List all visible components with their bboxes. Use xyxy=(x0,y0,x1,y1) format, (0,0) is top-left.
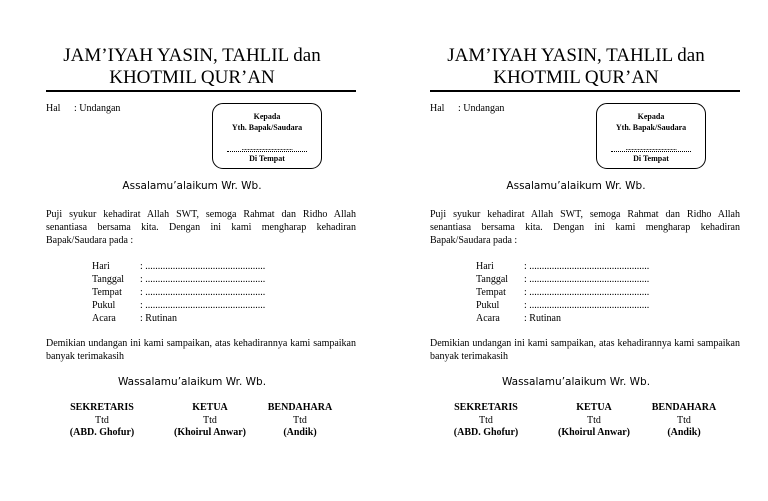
address-box xyxy=(212,103,322,169)
signature-secretary xyxy=(52,402,152,440)
greeting: Assalamu’alaikum Wr. Wb. xyxy=(122,180,262,192)
detail-value: : Rutinan xyxy=(524,313,561,324)
card-title-line1: JAM’IYAH YASIN, TAHLIL dan xyxy=(447,45,705,66)
card-title-line2: KHOTMIL QUR’AN xyxy=(109,67,275,88)
signature-chairman xyxy=(160,402,260,440)
signature-treasurer xyxy=(250,402,350,440)
detail-row xyxy=(476,299,649,312)
address-line3: .................................. xyxy=(227,143,307,152)
address-line2: Yth. Bapak/Saudara xyxy=(231,123,303,132)
detail-value: : ................................................ xyxy=(140,274,266,285)
address-line1: Kepada xyxy=(637,112,665,121)
detail-row xyxy=(92,286,265,299)
detail-label: Tempat xyxy=(92,287,122,298)
signature-role: SEKRETARIS xyxy=(70,402,134,413)
address-line3: .................................. xyxy=(611,143,691,152)
detail-row xyxy=(92,273,265,286)
signature-name: (Andik) xyxy=(667,427,701,438)
signature-mark: Ttd xyxy=(479,414,493,426)
signature-role: BENDAHARA xyxy=(267,402,333,413)
subject-label: Hal xyxy=(430,103,445,114)
subject-line xyxy=(430,103,504,114)
subject-value: : Undangan xyxy=(458,103,505,114)
signature-mark: Ttd xyxy=(677,414,691,426)
detail-value: : ................................................ xyxy=(524,274,650,285)
detail-label: Acara xyxy=(476,313,500,324)
card-title-line1: JAM’IYAH YASIN, TAHLIL dan xyxy=(63,45,321,66)
title-divider xyxy=(430,90,740,92)
detail-value: : ................................................ xyxy=(524,300,650,311)
address-line1: Kepada xyxy=(253,112,281,121)
farewell: Wassalamu’alaikum Wr. Wb. xyxy=(501,376,651,388)
intro-paragraph: Puji syukur kehadirat Allah SWT, semoga Rahmat dan Ridho Allah senantiasa bersama kita. Dengan ini kami mengharap kehadiran Bapak/Saudara pada : xyxy=(46,209,356,246)
detail-row xyxy=(92,260,265,273)
detail-row xyxy=(476,286,649,299)
detail-label: Tanggal xyxy=(92,274,125,285)
detail-value: : ................................................ xyxy=(524,287,650,298)
signature-role: SEKRETARIS xyxy=(454,402,518,413)
detail-row xyxy=(476,312,649,325)
signature-mark: Ttd xyxy=(293,414,307,426)
detail-label: Pukul xyxy=(92,300,116,311)
signature-mark: Ttd xyxy=(587,414,601,426)
detail-value: : ................................................ xyxy=(524,261,650,272)
intro-paragraph: Puji syukur kehadirat Allah SWT, semoga Rahmat dan Ridho Allah senantiasa bersama kita. Dengan ini kami mengharap kehadiran Bapak/Saudara pada : xyxy=(430,209,740,246)
address-line2: Yth. Bapak/Saudara xyxy=(615,123,687,132)
signature-name: (ABD. Ghofur) xyxy=(69,427,135,438)
detail-label: Hari xyxy=(92,261,110,272)
detail-label: Pukul xyxy=(476,300,500,311)
detail-row xyxy=(92,312,265,325)
detail-row xyxy=(476,273,649,286)
detail-label: Tempat xyxy=(476,287,506,298)
event-details xyxy=(92,260,265,325)
closing-paragraph: Demikian undangan ini kami sampaikan, atas kehadirannya kami sampaikan banyak terimakasih xyxy=(46,338,356,362)
event-details xyxy=(476,260,649,325)
detail-label: Tanggal xyxy=(476,274,509,285)
signature-name: (Khoirul Anwar) xyxy=(174,427,246,438)
detail-row xyxy=(476,260,649,273)
closing-paragraph: Demikian undangan ini kami sampaikan, atas kehadirannya kami sampaikan banyak terimakasih xyxy=(430,338,740,362)
signature-treasurer xyxy=(634,402,734,440)
address-line4: Di Tempat xyxy=(249,154,285,163)
subject-value: : Undangan xyxy=(74,103,121,114)
signature-role: BENDAHARA xyxy=(651,402,717,413)
signature-mark: Ttd xyxy=(95,414,109,426)
signature-secretary xyxy=(436,402,536,440)
detail-label: Hari xyxy=(476,261,494,272)
signature-name: (Khoirul Anwar) xyxy=(558,427,630,438)
subject-label: Hal xyxy=(46,103,61,114)
detail-value: : ................................................ xyxy=(140,300,266,311)
title-divider xyxy=(46,90,356,92)
detail-value: : ................................................ xyxy=(140,261,266,272)
signature-mark: Ttd xyxy=(203,414,217,426)
address-line4: Di Tempat xyxy=(633,154,669,163)
signature-role: KETUA xyxy=(576,402,612,413)
detail-row xyxy=(92,299,265,312)
farewell: Wassalamu’alaikum Wr. Wb. xyxy=(117,376,267,388)
greeting: Assalamu’alaikum Wr. Wb. xyxy=(506,180,646,192)
signature-chairman xyxy=(544,402,644,440)
invitation-card-right xyxy=(384,0,768,501)
detail-label: Acara xyxy=(92,313,116,324)
subject-line xyxy=(46,103,120,114)
signature-name: (Andik) xyxy=(283,427,317,438)
card-title-line2: KHOTMIL QUR’AN xyxy=(493,67,659,88)
address-box xyxy=(596,103,706,169)
signature-role: KETUA xyxy=(192,402,228,413)
signature-name: (ABD. Ghofur) xyxy=(453,427,519,438)
detail-value: : Rutinan xyxy=(140,313,177,324)
detail-value: : ................................................ xyxy=(140,287,266,298)
